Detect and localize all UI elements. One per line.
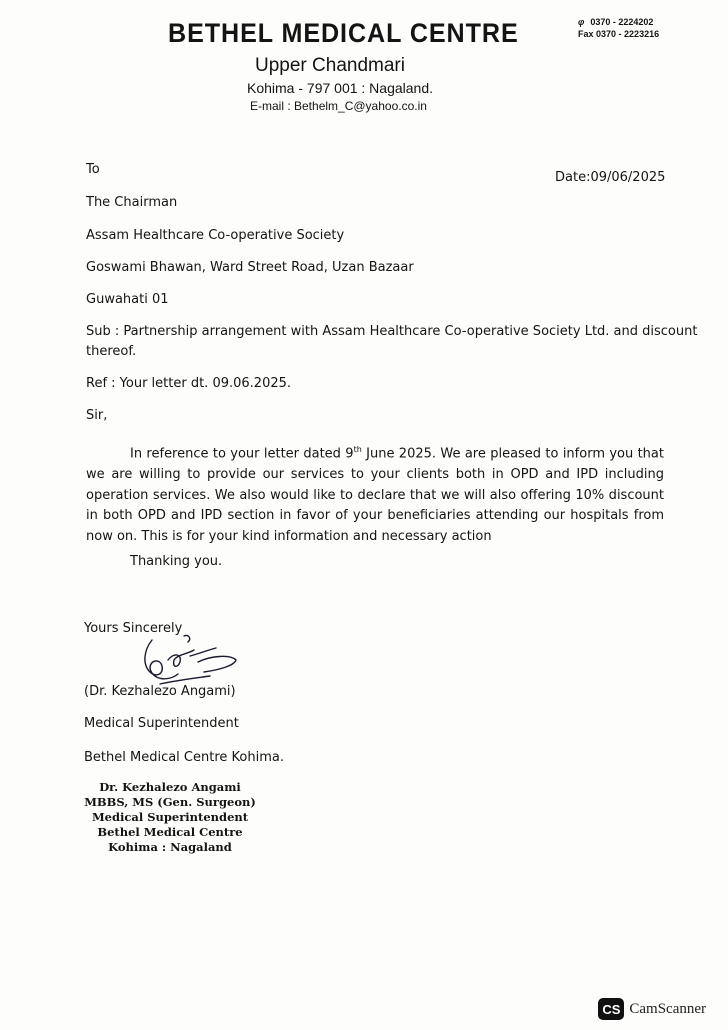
body-text-part-2: June 2025. We are pleased to inform you that we are willing to provide our services to your clients both in OPD and IPD including operation services. We also would like to declare that we will also offering 10% discount in both OPD and IPD section in favor of your beneficiaries attending our hospitals from now on. This is for your kind information and necessary action bbox=[86, 446, 664, 544]
phone-number: 0370 - 2224202 bbox=[590, 17, 654, 27]
recipient-organization: Assam Healthcare Co-operative Society bbox=[86, 228, 345, 243]
stamp-line-location: Kohima : Nagaland bbox=[108, 840, 232, 854]
stamp-line-degree: MBBS, MS (Gen. Surgeon) bbox=[84, 795, 256, 809]
signature-image bbox=[138, 632, 248, 692]
fax-line bbox=[578, 28, 659, 40]
letter-date: Date:09/06/2025 bbox=[555, 170, 666, 185]
address-line-2: Kohima - 797 001 : Nagaland. bbox=[247, 80, 434, 96]
subject-line-1: Sub : Partnership arrangement with Assam Healthcare Co-operative Society Ltd. and discount bbox=[86, 324, 698, 339]
body-text-part-1: In reference to your letter dated 9 bbox=[130, 446, 354, 462]
signatory-title: Medical Superintendent bbox=[84, 716, 239, 731]
email-line: E-mail : Bethelm_C@yahoo.co.in bbox=[250, 99, 427, 113]
reference-line: Ref : Your letter dt. 09.06.2025. bbox=[86, 376, 292, 391]
camscanner-label: CamScanner bbox=[629, 1000, 706, 1017]
to-label: To bbox=[86, 162, 100, 177]
subject-line-2: thereof. bbox=[86, 344, 137, 359]
address-line-1: Upper Chandmari bbox=[255, 55, 405, 76]
phone-icon: φ bbox=[578, 17, 585, 27]
recipient-title: The Chairman bbox=[86, 195, 178, 210]
recipient-address-2: Guwahati 01 bbox=[86, 292, 169, 307]
signatory-name: (Dr. Kezhalezo Angami) bbox=[84, 684, 236, 699]
camscanner-logo-icon: CS bbox=[598, 998, 624, 1020]
recipient-address-1: Goswami Bhawan, Ward Street Road, Uzan Bazaar bbox=[86, 260, 414, 275]
stamp-line-organization: Bethel Medical Centre bbox=[97, 825, 243, 839]
signatory-organization: Bethel Medical Centre Kohima. bbox=[84, 750, 284, 765]
phone-line bbox=[578, 16, 659, 28]
salutation: Sir, bbox=[86, 408, 108, 423]
contact-numbers bbox=[578, 16, 659, 40]
organization-name: BETHEL MEDICAL CENTRE bbox=[168, 18, 519, 48]
stamp-line-title: Medical Superintendent bbox=[91, 810, 249, 824]
camscanner-watermark bbox=[598, 998, 706, 1020]
body-paragraph bbox=[86, 440, 664, 547]
fax-label: Fax bbox=[578, 29, 594, 39]
official-stamp bbox=[80, 780, 260, 855]
fax-number: 0370 - 2223216 bbox=[596, 29, 660, 39]
body-ordinal-suffix: th bbox=[353, 445, 362, 454]
stamp-line-name: Dr. Kezhalezo Angami bbox=[99, 780, 241, 794]
thanks-line: Thanking you. bbox=[130, 554, 223, 569]
closing-line: Yours Sincerely bbox=[84, 621, 183, 636]
